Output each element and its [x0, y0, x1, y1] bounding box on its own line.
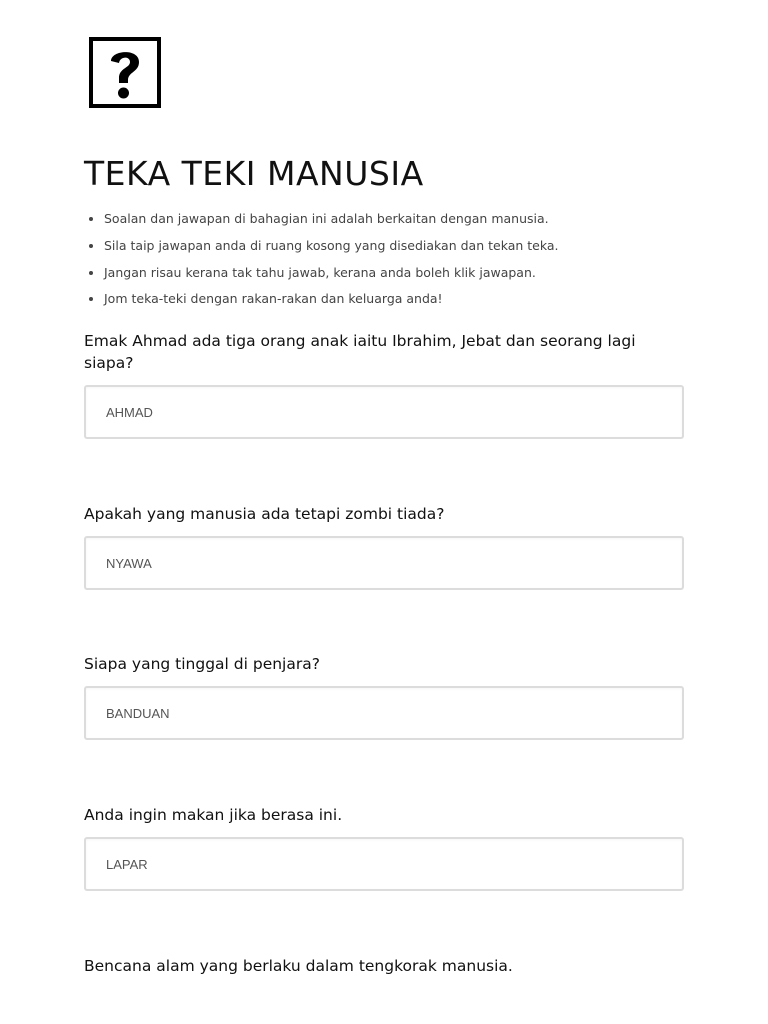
question-2 — [84, 503, 684, 525]
answer-field-box — [84, 536, 684, 590]
answer-field-box — [84, 686, 684, 740]
question-label: Anda ingin makan jika berasa ini. — [84, 806, 343, 824]
instruction-item: • Jangan risau kerana tak tahu jawab, kerana anda boleh klik jawapan. — [104, 263, 559, 290]
question-1 — [84, 330, 684, 374]
question-label: Siapa yang tinggal di penjara? — [84, 655, 320, 673]
question-mark-icon — [97, 44, 153, 102]
answer-input[interactable] — [86, 839, 682, 889]
answer-field-box — [84, 385, 684, 439]
question-label: Bencana alam yang berlaku dalam tengkorak manusia. — [84, 957, 513, 975]
page-title: TEKA TEKI MANUSIA — [84, 154, 424, 193]
question-3 — [84, 653, 684, 675]
answer-input[interactable] — [86, 387, 682, 437]
answer-input[interactable] — [86, 688, 682, 738]
answer-input[interactable] — [86, 538, 682, 588]
logo — [89, 37, 161, 108]
question-label: Emak Ahmad ada tiga orang anak iaitu Ibrahim, Jebat dan seorang lagi siapa? — [84, 332, 636, 372]
question-label: Apakah yang manusia ada tetapi zombi tiada? — [84, 505, 445, 523]
instruction-item: • Soalan dan jawapan di bahagian ini adalah berkaitan dengan manusia. — [104, 209, 559, 236]
question-5 — [84, 955, 684, 977]
answer-field-box — [84, 837, 684, 891]
instruction-item: • Jom teka-teki dengan rakan-rakan dan keluarga anda! — [104, 289, 559, 316]
instruction-list — [84, 209, 559, 316]
question-4 — [84, 804, 684, 826]
instruction-item: • Sila taip jawapan anda di ruang kosong yang disediakan dan tekan teka. — [104, 236, 559, 263]
